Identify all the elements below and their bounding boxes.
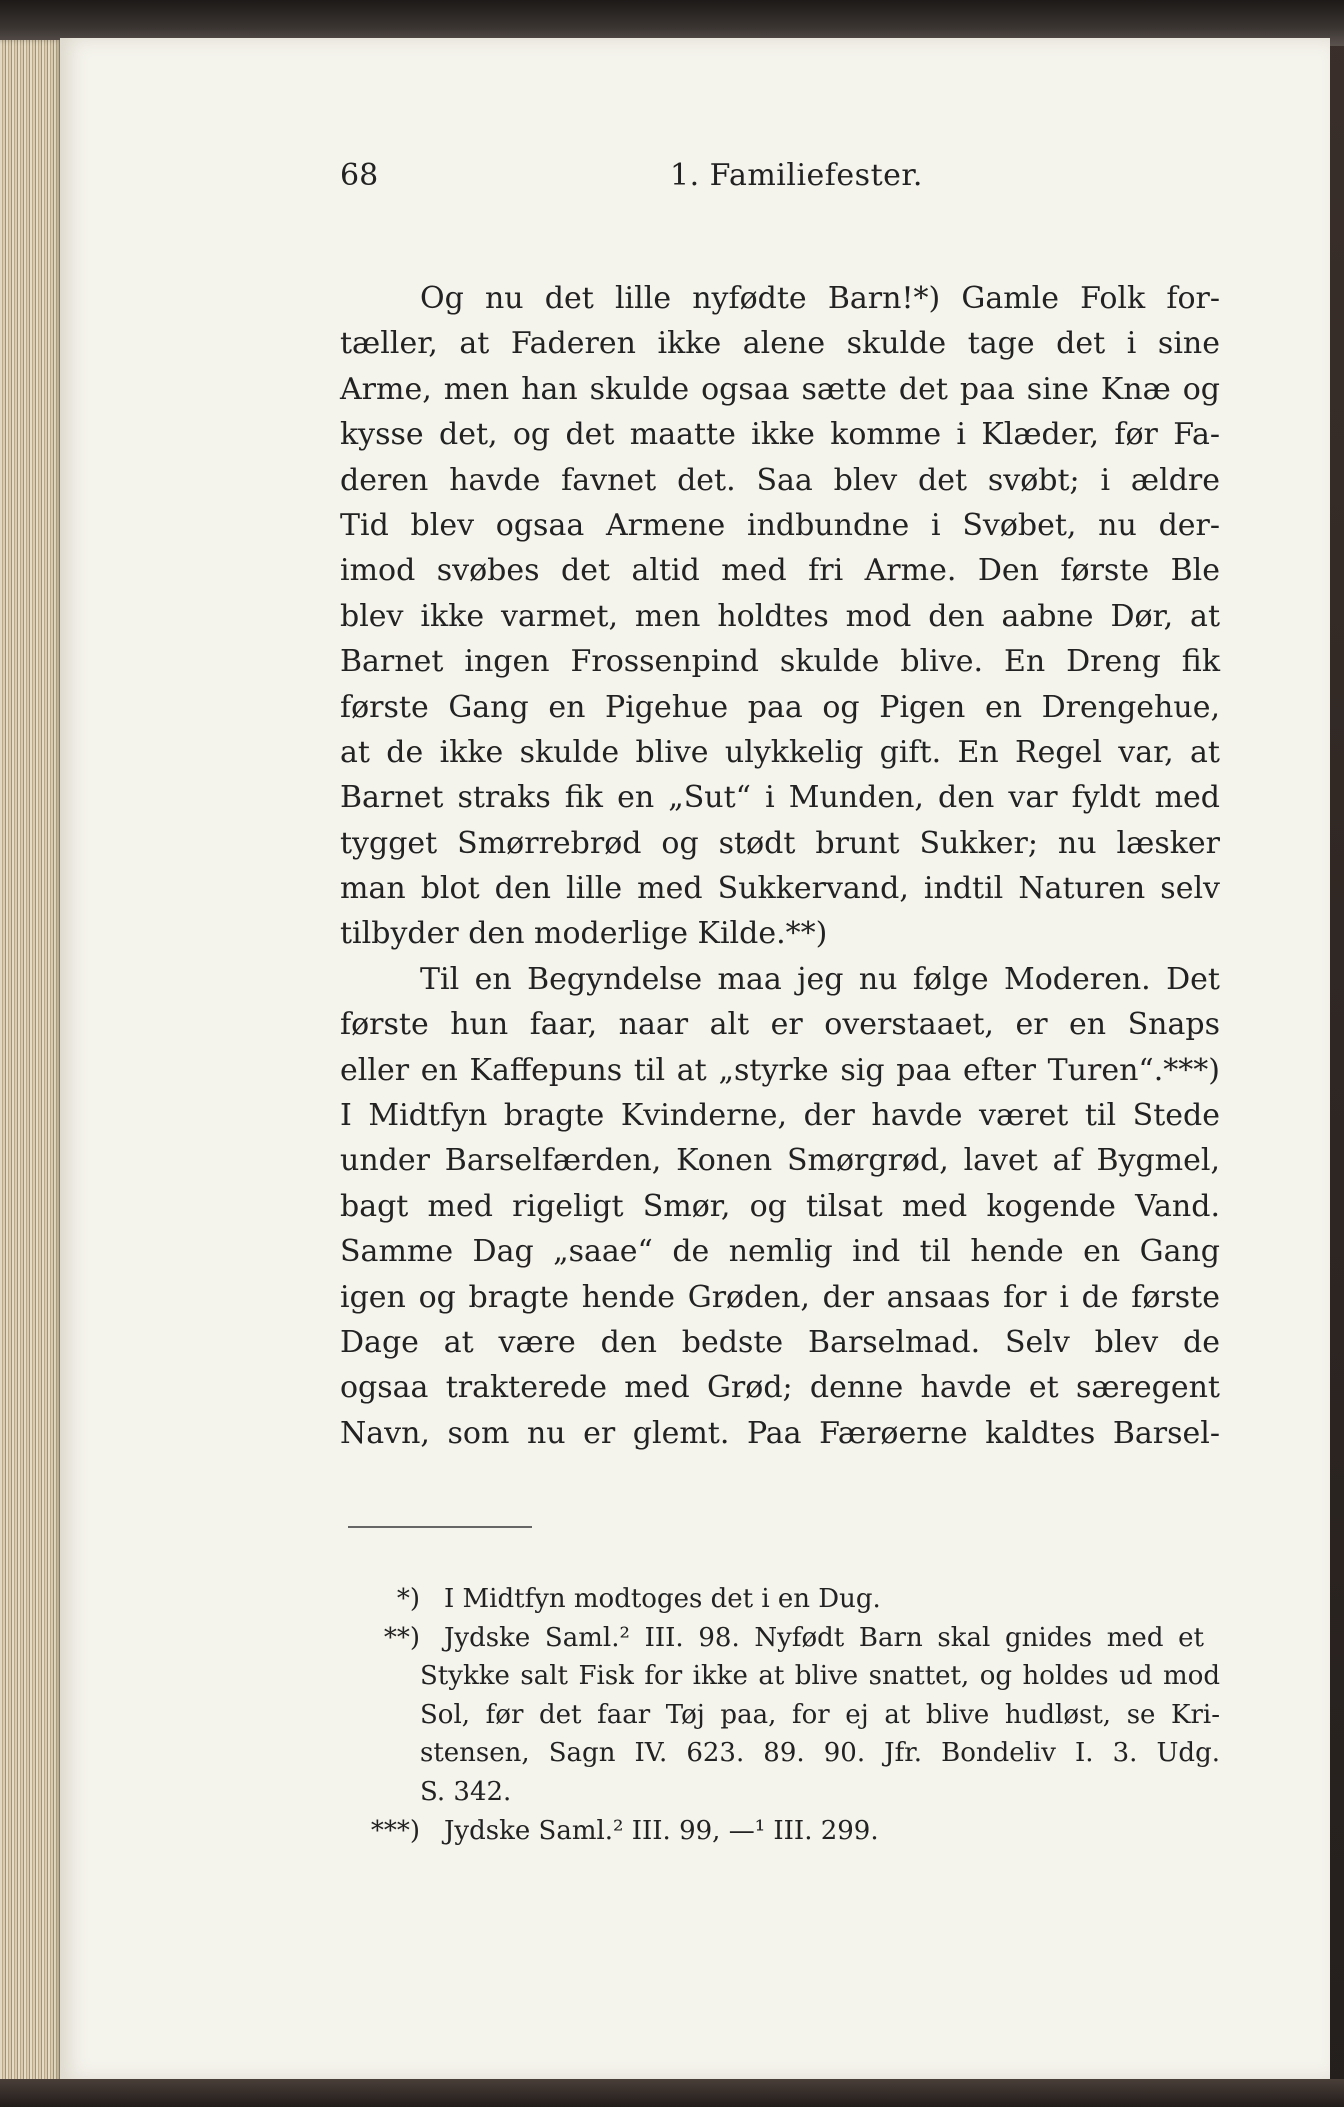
footnote-text: Jydske Saml.² III. 98. Nyfødt Barn skal gnides med et xyxy=(444,1622,1204,1653)
text-line: Barnet straks fik en „Sut“ i Munden, den var fyldt med xyxy=(340,780,1220,816)
body-text xyxy=(340,276,1220,1456)
text-line: Samme Dag „saae“ de nemlig ind til hende en Gang xyxy=(340,1234,1220,1270)
page-header xyxy=(340,158,1220,218)
text-line: under Barselfærden, Konen Smørgrød, lavet af Bygmel, xyxy=(340,1143,1220,1179)
text-line: Barnet ingen Frossenpind skulde blive. En Dreng fik xyxy=(340,644,1220,680)
footnote-text: Stykke salt Fisk for ikke at blive snattet, og holdes ud mod xyxy=(420,1661,1220,1692)
footnote-marker: *) xyxy=(396,1584,420,1614)
text-line: Dage at være den bedste Barselmad. Selv blev de xyxy=(340,1324,1220,1360)
text-line: Og nu det lille nyfødte Barn!*) Gamle Folk for- xyxy=(420,281,1220,316)
text-line: man blot den lille med Sukkervand, indtil Naturen selv xyxy=(340,871,1220,907)
text-line: Arme, men han skulde ogsaa sætte det paa sine Knæ og xyxy=(340,371,1220,407)
text-line: kysse det, og det maatte ikke komme i Klæder, før Fa- xyxy=(340,417,1220,453)
footnote-marker: **) xyxy=(383,1622,420,1653)
footnotes xyxy=(340,1580,1220,1850)
text-line: igen og bragte hende Grøden, der ansaas for i de første xyxy=(340,1279,1220,1315)
text-line: blev ikke varmet, men holdtes mod den aabne Dør, at xyxy=(340,598,1220,634)
text-line: tygget Smørrebrød og stødt brunt Sukker; nu læsker xyxy=(340,825,1220,861)
book-bottom-edge xyxy=(0,2079,1344,2107)
footnote-3 xyxy=(340,1812,1220,1851)
footnote-marker: ***) xyxy=(370,1815,420,1846)
footnote-text: Jydske Saml.² III. 99, —¹ III. 299. xyxy=(444,1815,879,1846)
page-edges xyxy=(0,40,62,2090)
text-line: at de ikke skulde blive ulykkelig gift. En Regel var, at xyxy=(340,734,1220,770)
text-line: Navn, som nu er glemt. Paa Færøerne kaldtes Barsel- xyxy=(340,1415,1220,1451)
text-line: første Gang en Pigehue paa og Pigen en Drengehue, xyxy=(340,689,1220,725)
text-line: Til en Begyndelse maa jeg nu følge Moderen. Det xyxy=(420,961,1220,997)
text-line: I Midtfyn bragte Kvinderne, der havde været til Stede xyxy=(340,1098,1220,1134)
text-line: eller en Kaffepuns til at „styrke sig paa efter Turen“.***) xyxy=(340,1052,1220,1088)
text-line: første hun faar, naar alt er overstaaet, er en Snaps xyxy=(340,1007,1220,1043)
text-line: tæller, at Faderen ikke alene skulde tage det i sine xyxy=(340,326,1220,362)
footnote-text: Sol, før det faar Tøj paa, for ej at blive hudløst, se Kri- xyxy=(420,1699,1220,1730)
text-line: ogsaa trakterede med Grød; denne havde et særegent xyxy=(340,1370,1220,1406)
text-line: Tid blev ogsaa Armene indbundne i Svøbet, nu der- xyxy=(340,507,1220,543)
footnote-2 xyxy=(340,1619,1220,1658)
text-line: deren havde favnet det. Saa blev det svøbt; i ældre xyxy=(340,462,1220,498)
footnote-text: I Midtfyn modtoges det i en Dug. xyxy=(444,1584,881,1614)
text-line: imod svøbes det altid med fri Arme. Den første Ble xyxy=(340,553,1220,589)
page-number: 68 xyxy=(340,158,379,193)
text-line: bagt med rigeligt Smør, og tilsat med kogende Vand. xyxy=(340,1188,1220,1224)
text-line: tilbyder den moderlige Kilde.**) xyxy=(340,916,828,952)
running-head: 1. Familiefester. xyxy=(670,158,923,193)
footnote-1 xyxy=(340,1580,1220,1619)
footnote-text: stensen, Sagn IV. 623. 89. 90. Jfr. Bondeliv I. 3. Udg. xyxy=(420,1738,1220,1769)
footnote-text: S. 342. xyxy=(420,1776,512,1807)
footnote-divider xyxy=(348,1526,532,1528)
